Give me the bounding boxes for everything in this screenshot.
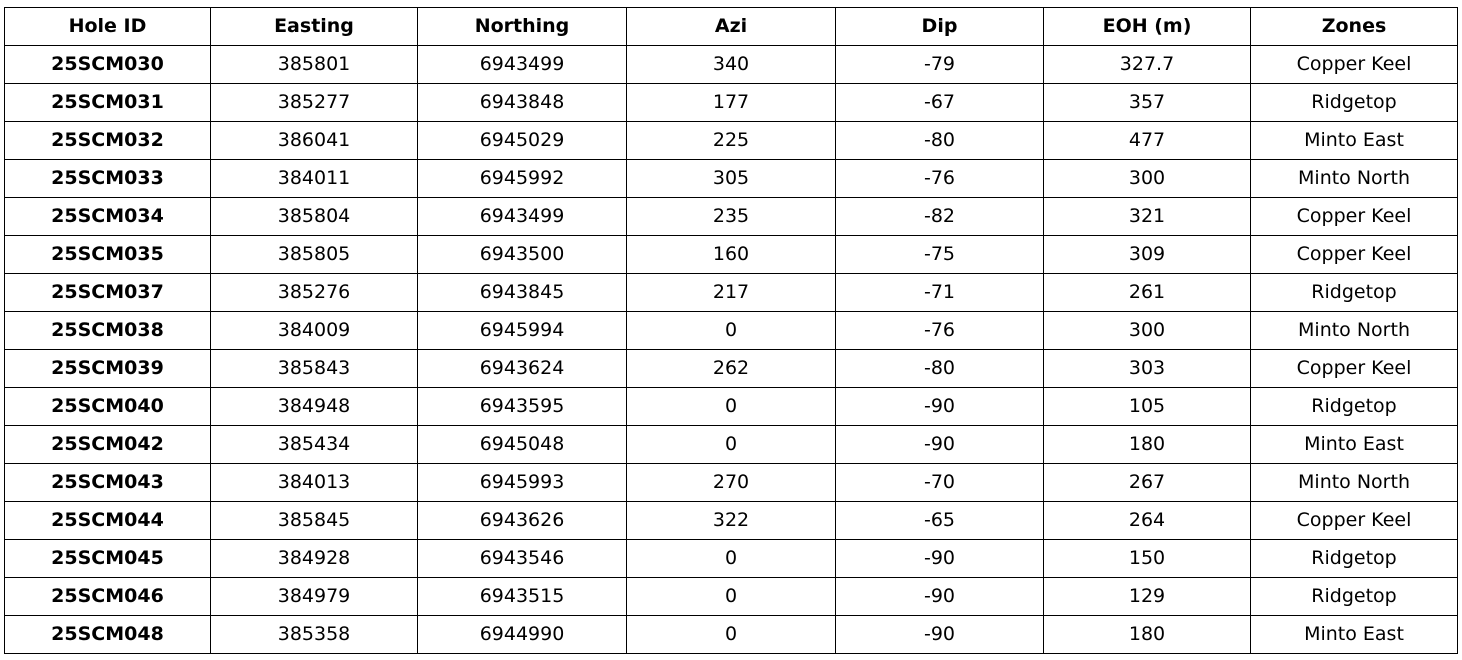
table-row: [5, 350, 1458, 388]
cell-northing: 6943500: [418, 236, 627, 274]
cell-hole-id: 25SCM045: [5, 540, 211, 578]
cell-azi: 0: [627, 540, 836, 578]
cell-zone: Minto North: [1251, 312, 1458, 350]
cell-zone: Ridgetop: [1251, 274, 1458, 312]
cell-zone: Ridgetop: [1251, 540, 1458, 578]
cell-dip: -71: [836, 274, 1044, 312]
cell-azi: 305: [627, 160, 836, 198]
cell-dip: -90: [836, 540, 1044, 578]
cell-dip: -70: [836, 464, 1044, 502]
table-row: [5, 464, 1458, 502]
cell-eoh: 264: [1044, 502, 1251, 540]
table-row: [5, 160, 1458, 198]
cell-northing: 6945993: [418, 464, 627, 502]
table-header-row: [5, 8, 1458, 46]
cell-dip: -76: [836, 160, 1044, 198]
cell-dip: -80: [836, 122, 1044, 160]
cell-hole-id: 25SCM048: [5, 616, 211, 654]
cell-zone: Ridgetop: [1251, 578, 1458, 616]
cell-azi: 0: [627, 388, 836, 426]
table-body: [5, 46, 1458, 654]
cell-zone: Copper Keel: [1251, 350, 1458, 388]
cell-northing: 6943845: [418, 274, 627, 312]
cell-easting: 384013: [211, 464, 418, 502]
cell-easting: 384948: [211, 388, 418, 426]
cell-northing: 6945029: [418, 122, 627, 160]
header-zones: Zones: [1251, 8, 1458, 46]
cell-hole-id: 25SCM043: [5, 464, 211, 502]
cell-hole-id: 25SCM030: [5, 46, 211, 84]
cell-northing: 6943624: [418, 350, 627, 388]
cell-easting: 385358: [211, 616, 418, 654]
cell-azi: 0: [627, 426, 836, 464]
table-row: [5, 46, 1458, 84]
cell-azi: 225: [627, 122, 836, 160]
cell-dip: -79: [836, 46, 1044, 84]
cell-zone: Copper Keel: [1251, 502, 1458, 540]
cell-easting: 385843: [211, 350, 418, 388]
cell-hole-id: 25SCM035: [5, 236, 211, 274]
cell-zone: Ridgetop: [1251, 84, 1458, 122]
cell-zone: Copper Keel: [1251, 236, 1458, 274]
table-row: [5, 122, 1458, 160]
cell-azi: 262: [627, 350, 836, 388]
cell-zone: Minto North: [1251, 160, 1458, 198]
cell-azi: 270: [627, 464, 836, 502]
cell-dip: -90: [836, 578, 1044, 616]
cell-eoh: 300: [1044, 312, 1251, 350]
cell-eoh: 267: [1044, 464, 1251, 502]
cell-zone: Minto East: [1251, 616, 1458, 654]
cell-eoh: 261: [1044, 274, 1251, 312]
cell-zone: Copper Keel: [1251, 46, 1458, 84]
header-northing: Northing: [418, 8, 627, 46]
cell-eoh: 309: [1044, 236, 1251, 274]
table-row: [5, 616, 1458, 654]
cell-easting: 384928: [211, 540, 418, 578]
cell-hole-id: 25SCM046: [5, 578, 211, 616]
cell-northing: 6943595: [418, 388, 627, 426]
cell-eoh: 180: [1044, 616, 1251, 654]
cell-azi: 0: [627, 312, 836, 350]
cell-hole-id: 25SCM039: [5, 350, 211, 388]
cell-dip: -75: [836, 236, 1044, 274]
cell-azi: 0: [627, 616, 836, 654]
header-hole-id: Hole ID: [5, 8, 211, 46]
cell-azi: 217: [627, 274, 836, 312]
cell-dip: -90: [836, 388, 1044, 426]
cell-azi: 340: [627, 46, 836, 84]
cell-easting: 386041: [211, 122, 418, 160]
cell-azi: 177: [627, 84, 836, 122]
cell-easting: 384979: [211, 578, 418, 616]
cell-eoh: 477: [1044, 122, 1251, 160]
cell-dip: -90: [836, 426, 1044, 464]
cell-zone: Copper Keel: [1251, 198, 1458, 236]
cell-eoh: 327.7: [1044, 46, 1251, 84]
cell-zone: Minto East: [1251, 426, 1458, 464]
cell-zone: Ridgetop: [1251, 388, 1458, 426]
cell-hole-id: 25SCM040: [5, 388, 211, 426]
cell-azi: 235: [627, 198, 836, 236]
cell-easting: 385805: [211, 236, 418, 274]
cell-northing: 6945994: [418, 312, 627, 350]
drill-hole-collar-table: [4, 7, 1458, 654]
cell-hole-id: 25SCM032: [5, 122, 211, 160]
cell-hole-id: 25SCM031: [5, 84, 211, 122]
table-row: [5, 540, 1458, 578]
cell-dip: -82: [836, 198, 1044, 236]
cell-dip: -80: [836, 350, 1044, 388]
cell-hole-id: 25SCM044: [5, 502, 211, 540]
cell-hole-id: 25SCM042: [5, 426, 211, 464]
cell-eoh: 180: [1044, 426, 1251, 464]
header-azi: Azi: [627, 8, 836, 46]
cell-easting: 385277: [211, 84, 418, 122]
table-row: [5, 312, 1458, 350]
cell-easting: 385434: [211, 426, 418, 464]
cell-easting: 385276: [211, 274, 418, 312]
cell-eoh: 303: [1044, 350, 1251, 388]
cell-azi: 160: [627, 236, 836, 274]
table-row: [5, 426, 1458, 464]
cell-easting: 385845: [211, 502, 418, 540]
table-row: [5, 236, 1458, 274]
header-easting: Easting: [211, 8, 418, 46]
cell-eoh: 321: [1044, 198, 1251, 236]
cell-northing: 6945992: [418, 160, 627, 198]
header-dip: Dip: [836, 8, 1044, 46]
cell-northing: 6944990: [418, 616, 627, 654]
cell-easting: 385801: [211, 46, 418, 84]
cell-eoh: 357: [1044, 84, 1251, 122]
cell-northing: 6943626: [418, 502, 627, 540]
cell-hole-id: 25SCM038: [5, 312, 211, 350]
cell-northing: 6943848: [418, 84, 627, 122]
cell-zone: Minto North: [1251, 464, 1458, 502]
cell-easting: 385804: [211, 198, 418, 236]
cell-eoh: 150: [1044, 540, 1251, 578]
cell-northing: 6943546: [418, 540, 627, 578]
header-eoh: EOH (m): [1044, 8, 1251, 46]
cell-zone: Minto East: [1251, 122, 1458, 160]
cell-azi: 0: [627, 578, 836, 616]
cell-hole-id: 25SCM037: [5, 274, 211, 312]
table-row: [5, 274, 1458, 312]
cell-eoh: 300: [1044, 160, 1251, 198]
table-row: [5, 198, 1458, 236]
cell-dip: -76: [836, 312, 1044, 350]
cell-northing: 6943499: [418, 46, 627, 84]
cell-easting: 384009: [211, 312, 418, 350]
cell-eoh: 129: [1044, 578, 1251, 616]
cell-dip: -65: [836, 502, 1044, 540]
cell-hole-id: 25SCM034: [5, 198, 211, 236]
cell-hole-id: 25SCM033: [5, 160, 211, 198]
cell-northing: 6943515: [418, 578, 627, 616]
cell-northing: 6945048: [418, 426, 627, 464]
cell-easting: 384011: [211, 160, 418, 198]
cell-eoh: 105: [1044, 388, 1251, 426]
table-row: [5, 502, 1458, 540]
cell-northing: 6943499: [418, 198, 627, 236]
table-row: [5, 84, 1458, 122]
table-row: [5, 578, 1458, 616]
table-row: [5, 388, 1458, 426]
cell-dip: -67: [836, 84, 1044, 122]
cell-dip: -90: [836, 616, 1044, 654]
cell-azi: 322: [627, 502, 836, 540]
